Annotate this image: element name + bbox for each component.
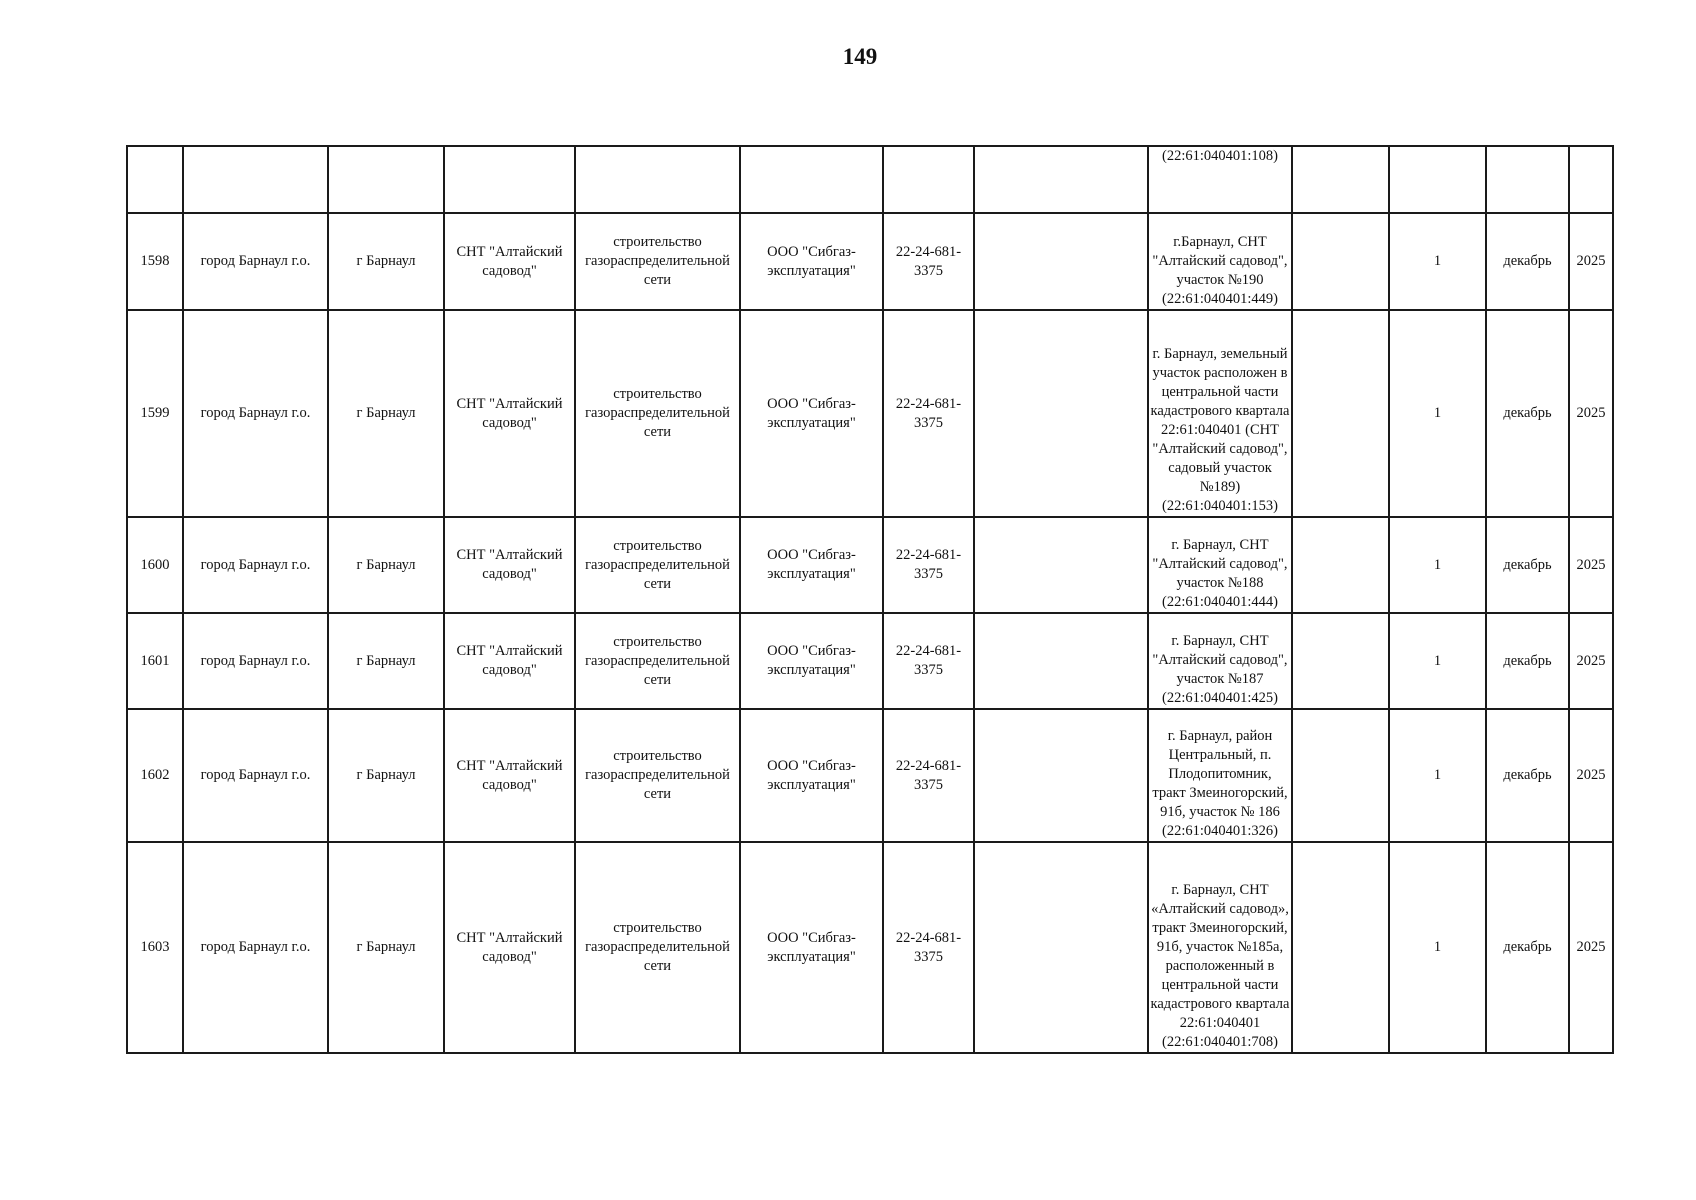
cell-extra [974, 310, 1148, 517]
table-row-continuation [127, 146, 1613, 213]
registry-table [126, 145, 1614, 1054]
registry-body [127, 146, 1613, 1053]
cell-work [575, 146, 740, 213]
table-row [127, 842, 1613, 1053]
cell-year: 2025 [1569, 842, 1613, 1053]
cell-work: строительство газораспределительной сети [575, 709, 740, 842]
cell-qty: 1 [1389, 213, 1486, 310]
cell-blank [1292, 842, 1389, 1053]
cell-qty: 1 [1389, 709, 1486, 842]
cell-work: строительство газораспределительной сети [575, 613, 740, 709]
cell-code: 22-24-681-3375 [883, 613, 974, 709]
cell-address: г. Барнаул, СНТ "Алтайский садовод", участок №188 (22:61:040401:444) [1148, 517, 1292, 613]
cell-object: СНТ "Алтайский садовод" [444, 517, 575, 613]
table-row [127, 517, 1613, 613]
cell-extra [974, 517, 1148, 613]
cell-month: декабрь [1486, 310, 1569, 517]
cell-municipality: город Барнаул г.о. [183, 842, 328, 1053]
cell-address: (22:61:040401:108) [1148, 146, 1292, 213]
cell-object [444, 146, 575, 213]
cell-blank [1292, 517, 1389, 613]
cell-num: 1603 [127, 842, 183, 1053]
cell-qty: 1 [1389, 613, 1486, 709]
cell-municipality [183, 146, 328, 213]
cell-year: 2025 [1569, 517, 1613, 613]
cell-num: 1599 [127, 310, 183, 517]
cell-blank [1292, 310, 1389, 517]
cell-num: 1602 [127, 709, 183, 842]
cell-num: 1601 [127, 613, 183, 709]
cell-extra [974, 146, 1148, 213]
table-row [127, 213, 1613, 310]
cell-year [1569, 146, 1613, 213]
table-row [127, 613, 1613, 709]
cell-settlement [328, 146, 444, 213]
cell-qty: 1 [1389, 310, 1486, 517]
cell-qty: 1 [1389, 842, 1486, 1053]
cell-municipality: город Барнаул г.о. [183, 310, 328, 517]
cell-month [1486, 146, 1569, 213]
cell-year: 2025 [1569, 310, 1613, 517]
cell-work: строительство газораспределительной сети [575, 310, 740, 517]
cell-extra [974, 842, 1148, 1053]
table-row [127, 709, 1613, 842]
cell-year: 2025 [1569, 613, 1613, 709]
cell-work: строительство газораспределительной сети [575, 517, 740, 613]
cell-operator: ООО "Сибгаз-эксплуатация" [740, 842, 883, 1053]
cell-operator [740, 146, 883, 213]
cell-object: СНТ "Алтайский садовод" [444, 842, 575, 1053]
cell-year: 2025 [1569, 709, 1613, 842]
cell-address: г.Барнаул, СНТ "Алтайский садовод", участок №190 (22:61:040401:449) [1148, 213, 1292, 310]
cell-settlement: г Барнаул [328, 709, 444, 842]
cell-municipality: город Барнаул г.о. [183, 517, 328, 613]
cell-num [127, 146, 183, 213]
cell-settlement: г Барнаул [328, 517, 444, 613]
cell-month: декабрь [1486, 517, 1569, 613]
cell-code: 22-24-681-3375 [883, 517, 974, 613]
table-row [127, 310, 1613, 517]
cell-year: 2025 [1569, 213, 1613, 310]
cell-object: СНТ "Алтайский садовод" [444, 709, 575, 842]
cell-code: 22-24-681-3375 [883, 310, 974, 517]
cell-qty: 1 [1389, 517, 1486, 613]
cell-blank [1292, 709, 1389, 842]
cell-address: г. Барнаул, СНТ "Алтайский садовод", участок №187 (22:61:040401:425) [1148, 613, 1292, 709]
cell-municipality: город Барнаул г.о. [183, 613, 328, 709]
cell-qty [1389, 146, 1486, 213]
cell-municipality: город Барнаул г.о. [183, 213, 328, 310]
cell-address: г. Барнаул, район Центральный, п. Плодопитомник, тракт Змеиногорский, 91б, участок № 186 (22:61:040401:326) [1148, 709, 1292, 842]
cell-code: 22-24-681-3375 [883, 842, 974, 1053]
cell-object: СНТ "Алтайский садовод" [444, 613, 575, 709]
cell-settlement: г Барнаул [328, 842, 444, 1053]
cell-object: СНТ "Алтайский садовод" [444, 213, 575, 310]
cell-month: декабрь [1486, 613, 1569, 709]
cell-extra [974, 613, 1148, 709]
cell-code: 22-24-681-3375 [883, 709, 974, 842]
cell-operator: ООО "Сибгаз-эксплуатация" [740, 709, 883, 842]
cell-operator: ООО "Сибгаз-эксплуатация" [740, 213, 883, 310]
cell-operator: ООО "Сибгаз-эксплуатация" [740, 310, 883, 517]
page-number: 149 [842, 44, 878, 69]
cell-settlement: г Барнаул [328, 310, 444, 517]
cell-operator: ООО "Сибгаз-эксплуатация" [740, 517, 883, 613]
cell-blank [1292, 213, 1389, 310]
cell-operator: ООО "Сибгаз-эксплуатация" [740, 613, 883, 709]
cell-address: г. Барнаул, СНТ «Алтайский садовод», тракт Змеиногорский, 91б, участок №185а, расположенный в центральной части кадастрового квартала 22:61:040401 (22:61:040401:708) [1148, 842, 1292, 1053]
cell-work: строительство газораспределительной сети [575, 213, 740, 310]
cell-municipality: город Барнаул г.о. [183, 709, 328, 842]
cell-blank [1292, 613, 1389, 709]
cell-blank [1292, 146, 1389, 213]
cell-num: 1598 [127, 213, 183, 310]
cell-address: г. Барнаул, земельный участок расположен в центральной части кадастрового квартала 22:61:040401 (СНТ "Алтайский садовод", садовый участок №189) (22:61:040401:153) [1148, 310, 1292, 517]
cell-code: 22-24-681-3375 [883, 213, 974, 310]
cell-settlement: г Барнаул [328, 613, 444, 709]
cell-work: строительство газораспределительной сети [575, 842, 740, 1053]
cell-month: декабрь [1486, 842, 1569, 1053]
cell-object: СНТ "Алтайский садовод" [444, 310, 575, 517]
cell-settlement: г Барнаул [328, 213, 444, 310]
cell-month: декабрь [1486, 213, 1569, 310]
cell-month: декабрь [1486, 709, 1569, 842]
cell-code [883, 146, 974, 213]
cell-extra [974, 709, 1148, 842]
cell-num: 1600 [127, 517, 183, 613]
cell-extra [974, 213, 1148, 310]
